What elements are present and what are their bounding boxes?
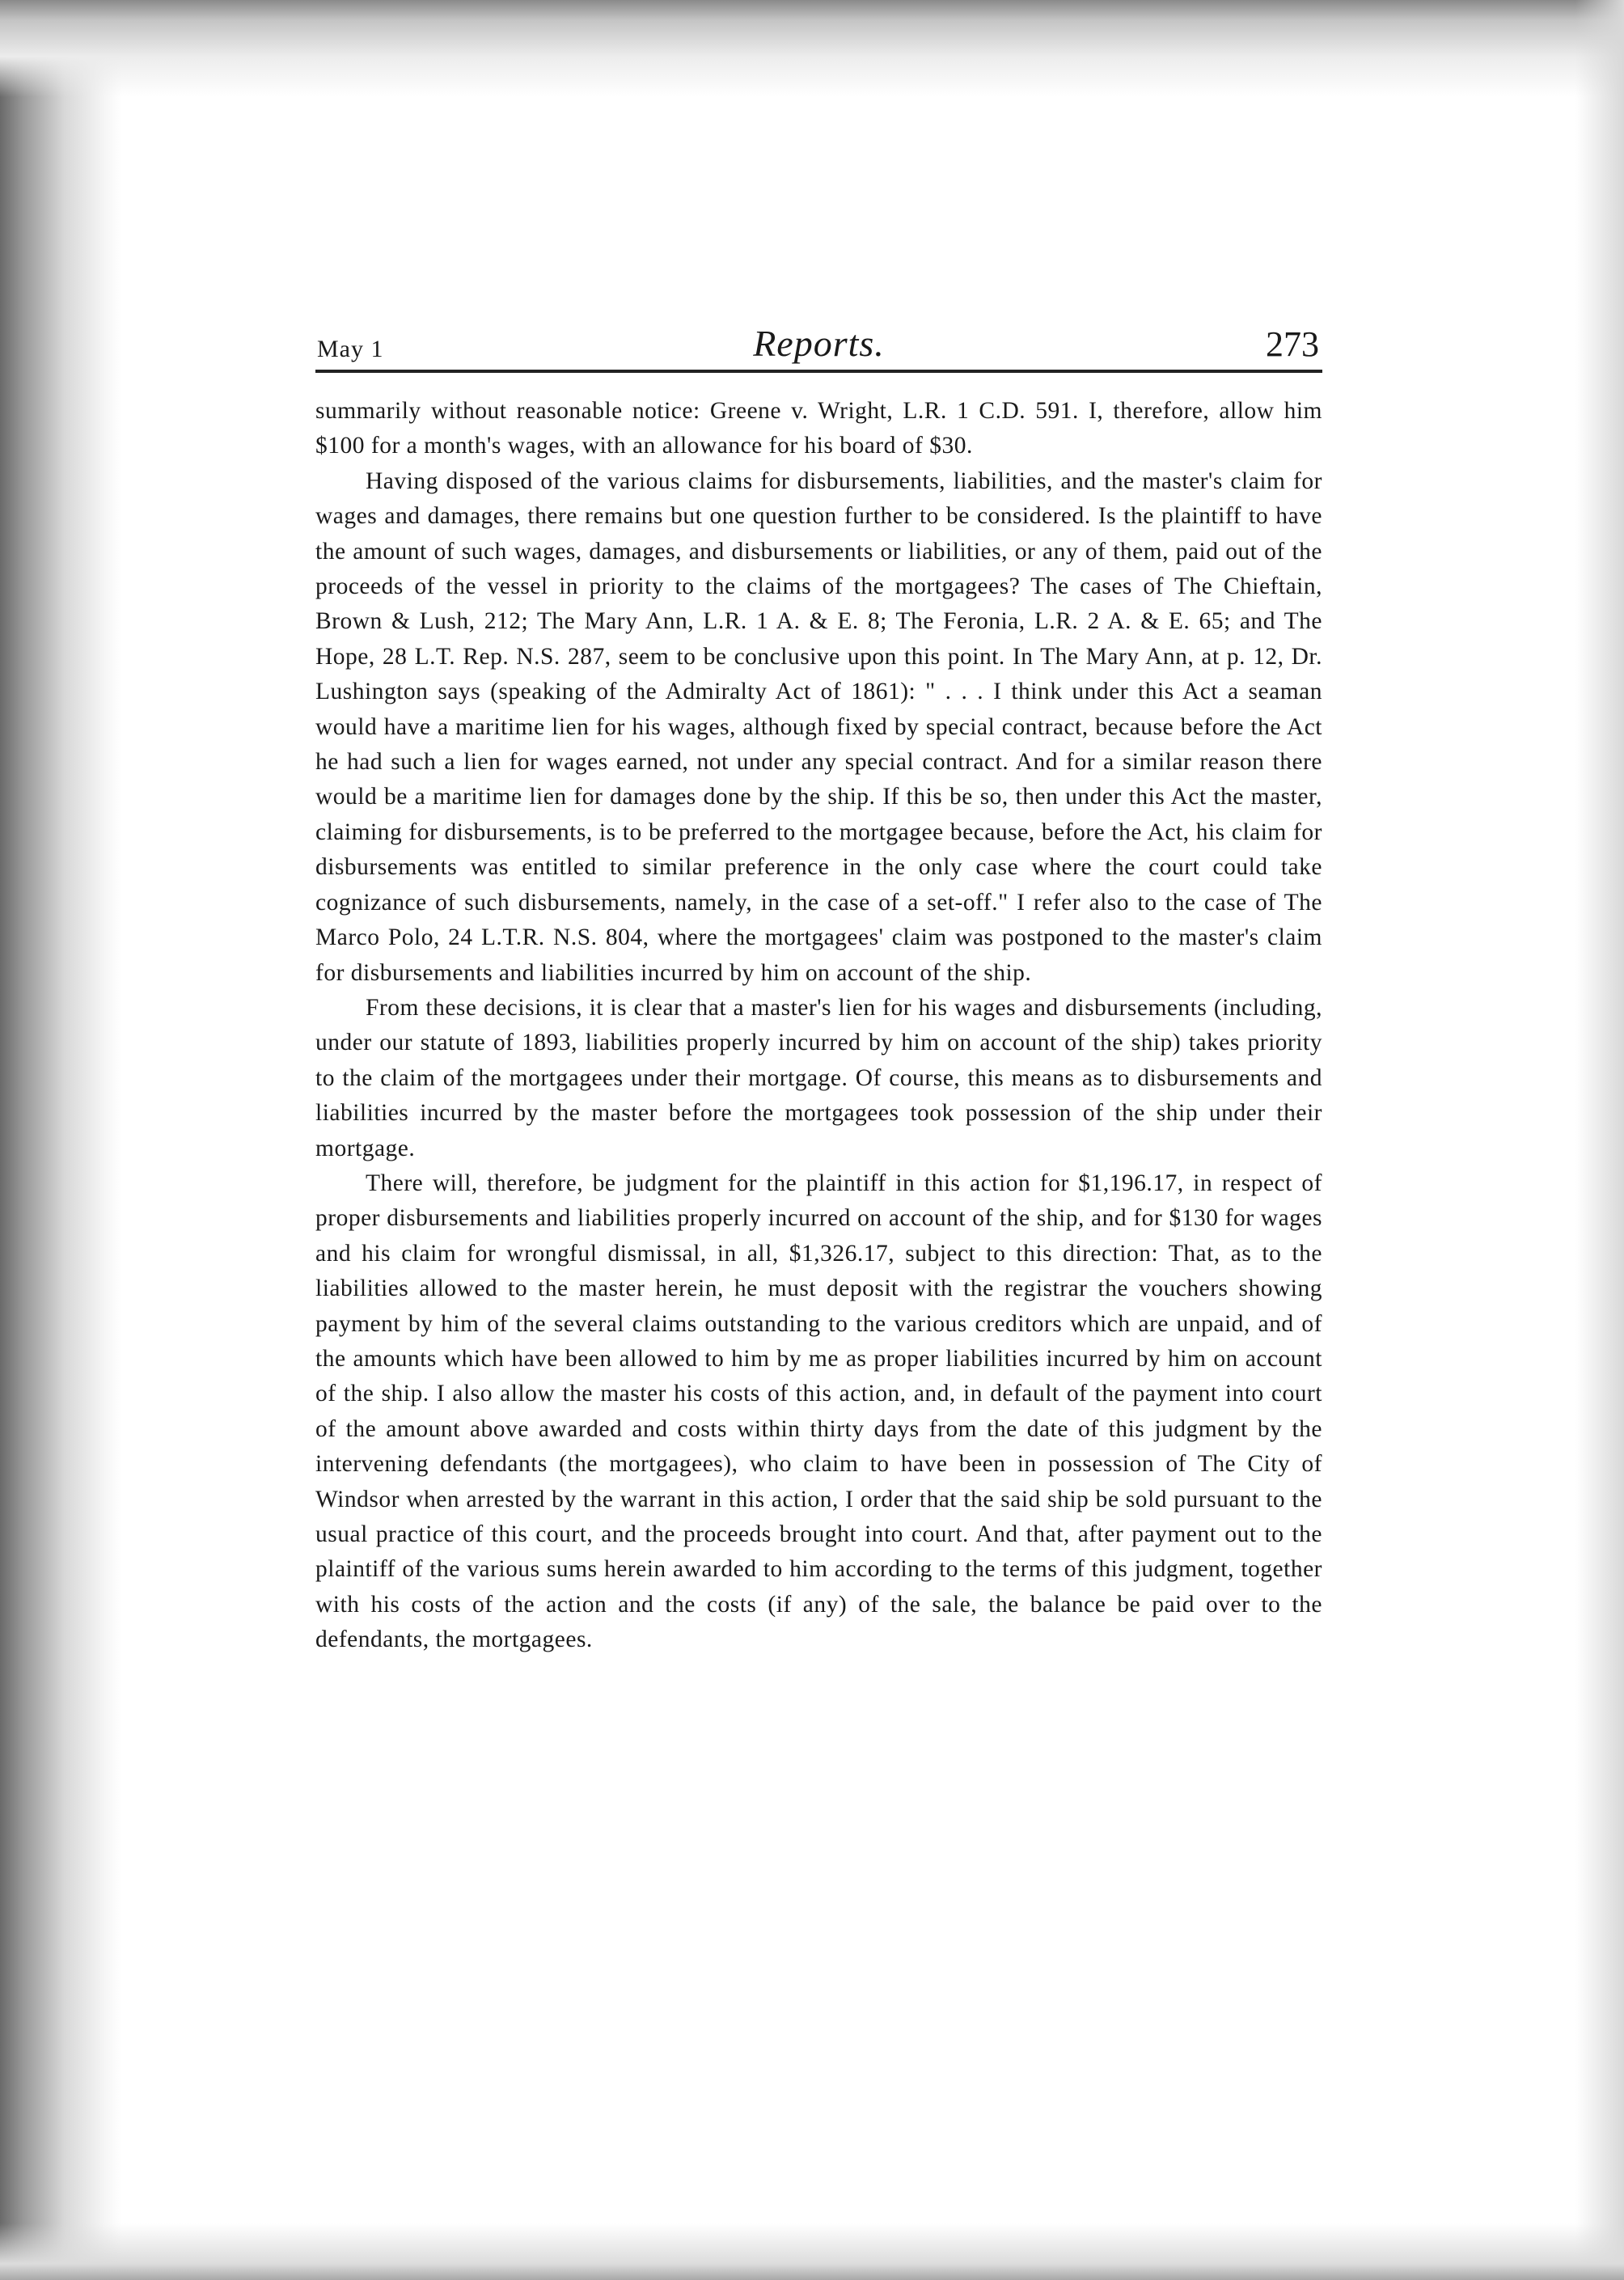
- scan-shadow-top: [0, 0, 1624, 97]
- document-body: [315, 394, 1322, 1658]
- scan-shadow-bottom: [0, 2223, 1624, 2280]
- scan-shadow-left: [0, 0, 121, 2280]
- paragraph: From these decisions, it is clear that a master's lien for his wages and disbursements (including, under our statute of 1893, liabilities properly incurred by him on account of the ship) takes priority to the claim of the mortgagees under their mortgage. Of course, this means as to disbursements and liabilities incurred by the master before the mortgagees took possession of the ship under their mortgage.: [315, 994, 1322, 1161]
- header-date: May 1: [317, 336, 384, 362]
- header-title: Reports.: [753, 323, 885, 364]
- scan-shadow-right: [1575, 0, 1624, 2280]
- paragraph: There will, therefore, be judgment for the plaintiff in this action for $1,196.17, in respect of proper disbursements and liabilities properly incurred on account of the ship, and for $130 for wages and his claim for wrongful dismissal, in all, $1,326.17, subject to this direction: That, as to the liabilities allowed to the master herein, he must deposit with the registrar the vouchers showing payment by him of the several claims outstanding to the various creditors which are unpaid, and of the amounts which have been allowed to him by me as proper liabilities incurred by him on account of the ship. I also allow the master his costs of this action, and, in default of the payment into court of the amount above awarded and costs within thirty days from the date of this judgment by the intervening defendants (the mortgagees), who claim to have been in possession of The City of Windsor when arrested by the warrant in this action, I order that the said ship be sold pursuant to the usual practice of this court, and the proceeds brought into court. And that, after payment out to the plaintiff of the various sums herein awarded to him according to the terms of this judgment, together with his costs of the action and the costs (if any) of the sale, the balance be paid over to the defendants, the mortgagees.: [315, 1170, 1322, 1653]
- running-header: [315, 311, 1322, 373]
- page-number: 273: [1266, 324, 1319, 364]
- paragraph: Having disposed of the various claims for disbursements, liabilities, and the master's claim for wages and damages, there remains but one question further to be considered. Is the plaintiff to have the amount of such wages, damages, and disbursements or liabilities, or any of them, paid out of the proceeds of the vessel in priority to the claims of the mortgagees? The cases of The Chieftain, Brown & Lush, 212; The Mary Ann, L.R. 1 A. & E. 8; The Feronia, L.R. 2 A. & E. 65; and The Hope, 28 L.T. Rep. N.S. 287, seem to be conclusive upon this point. In The Mary Ann, at p. 12, Dr. Lushington says (speaking of the Admiralty Act of 1861): " . . . I think under this Act a seaman would have a maritime lien for his wages, although fixed by special contract, because before the Act he had such a lien for wages earned, not under any special contract. And for a similar reason there would be a maritime lien for damages done by the ship. If this be so, then under this Act the master, claiming for disbursements, is to be preferred to the mortgagee because, before the Act, his claim for disbursements was entitled to similar preference in the only case where the court could take cognizance of such disbursements, namely, in the case of a set-off." I refer also to the case of The Marco Polo, 24 L.T.R. N.S. 804, where the mortgagees' claim was postponed to the master's claim for disbursements and liabilities incurred by him on account of the ship.: [315, 467, 1322, 986]
- paragraph: summarily without reasonable notice: Greene v. Wright, L.R. 1 C.D. 591. I, therefore, allow him $100 for a month's wages, with an allowance for his board of $30.: [315, 398, 1322, 459]
- document-page: [315, 311, 1322, 1658]
